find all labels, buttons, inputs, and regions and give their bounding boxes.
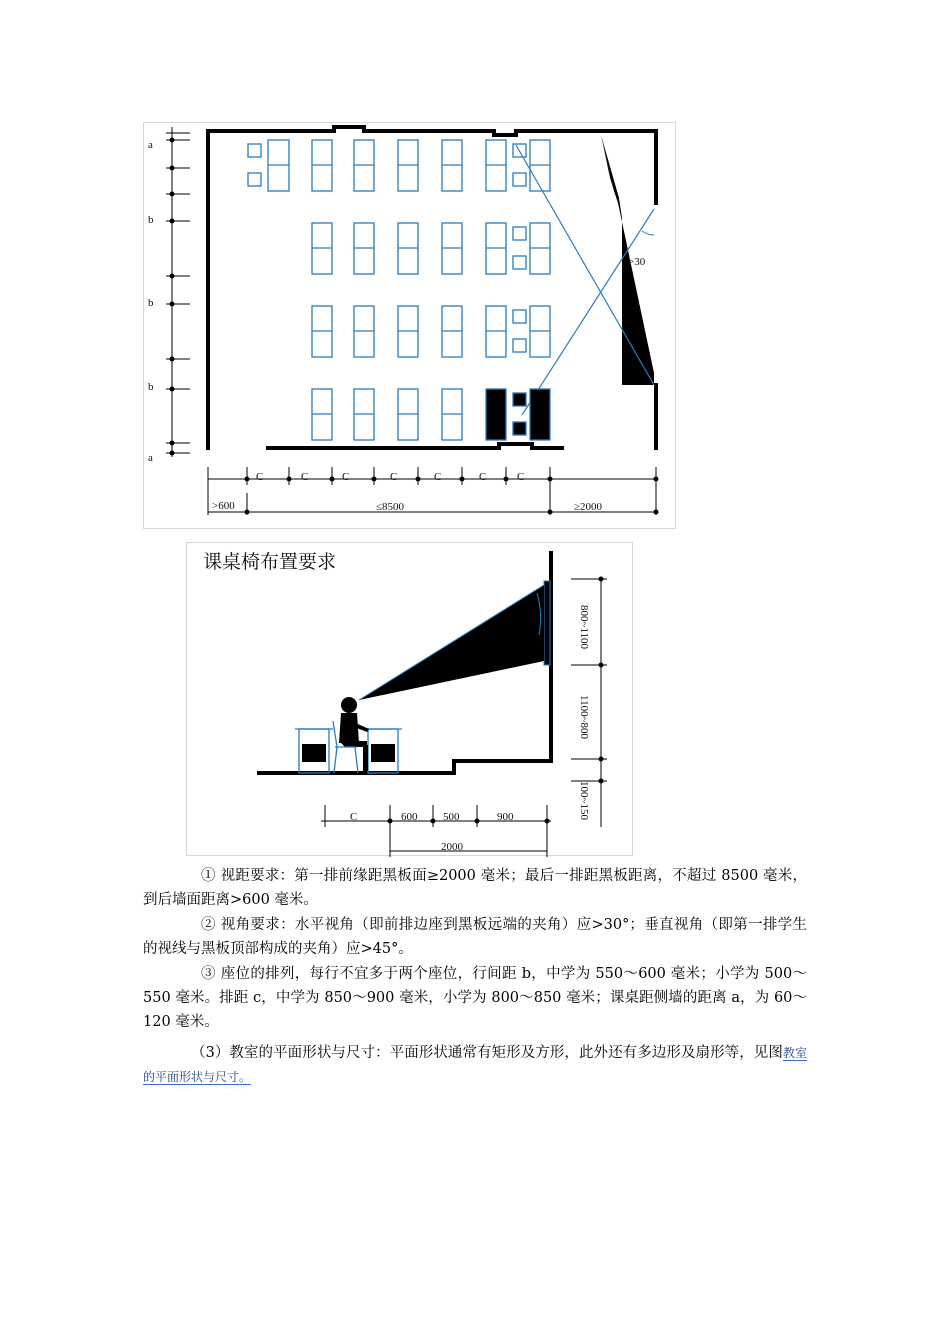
plan-c-2: C xyxy=(301,471,309,483)
section-title: 课桌椅布置要求 xyxy=(203,551,337,573)
dim-rear-clearance: >600 xyxy=(212,500,235,512)
classroom-plan-figure xyxy=(143,122,676,529)
vert-dim-bottom: 100~150 xyxy=(578,781,590,820)
classroom-section-figure xyxy=(186,542,633,856)
dim-500: 500 xyxy=(443,811,460,823)
paragraph-plan-shape: （3）教室的平面形状与尺寸：平面形状通常有矩形及方形，此外还有多边形及扇形等，见图教室的平面形状与尺寸。 xyxy=(143,1045,807,1084)
paragraph-viewing-angle: ② 视角要求：水平视角（即前排边座到黑板远端的夹角）应>30°；垂直视角（即第一排学生的视线与黑板顶部构成的夹角）应>45°。 xyxy=(143,917,807,957)
vert-dim-mid: 1100~800 xyxy=(578,695,590,740)
paragraph-viewing-distance: ① 视距要求：第一排前缘距黑板面≥2000 毫米；最后一排距黑板距离，不超过 8500 毫米，到后墙面距离>600 毫米。 xyxy=(143,868,807,908)
plan-c-6: C xyxy=(479,471,487,483)
dim-2000: 2000 xyxy=(441,841,463,853)
plan-label-a-top: a xyxy=(148,139,153,151)
dim-600: 600 xyxy=(401,811,418,823)
dim-c: C xyxy=(350,811,358,823)
plan-label-b-1: b xyxy=(148,214,154,226)
plan-label-a-bottom: a xyxy=(148,452,153,464)
plan-label-b-2: b xyxy=(148,297,154,309)
dim-front-distance: ≥2000 xyxy=(574,501,603,513)
vert-dim-top: 800~1100 xyxy=(578,605,590,650)
classroom-plan-drawing xyxy=(144,123,677,530)
plan-c-7: C xyxy=(517,471,525,483)
plan-c-3: C xyxy=(342,471,350,483)
dim-seating-span: ≤8500 xyxy=(376,501,405,513)
plan-c-4: C xyxy=(390,471,398,483)
plan-label-b-3: b xyxy=(148,381,154,393)
paragraph-seat-arrangement: ③ 座位的排列，每行不宜多于两个座位，行间距 b，中学为 550～600 毫米；小学为 500～550 毫米。排距 c，中学为 850～900 毫米，小学为 800～850 毫米；课桌距侧墙的距离 a，为 60～120 毫米。 xyxy=(143,966,807,1030)
plan-c-5: C xyxy=(434,471,442,483)
dim-900: 900 xyxy=(497,811,514,823)
angle-label: >30 xyxy=(628,256,646,268)
classroom-section-drawing xyxy=(187,543,634,857)
plan-shape-link[interactable]: 教室的平面形状与尺寸。 xyxy=(143,1046,807,1084)
plan-c-1: C xyxy=(256,471,264,483)
